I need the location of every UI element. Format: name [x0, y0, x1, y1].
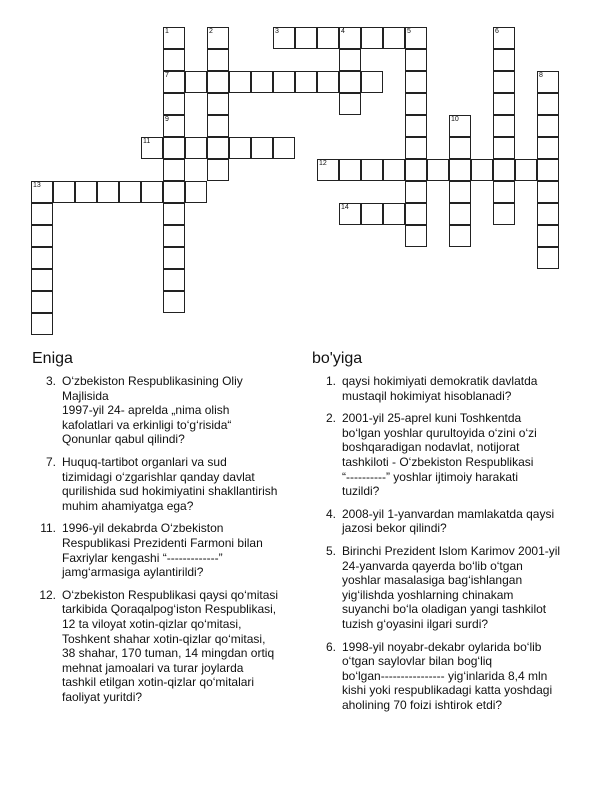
crossword-cell[interactable] — [185, 181, 207, 203]
down-clue — [312, 544, 602, 632]
crossword-cell[interactable] — [273, 27, 295, 49]
crossword-cell[interactable] — [493, 159, 515, 181]
crossword-grid — [0, 0, 612, 345]
clue-number: 4 — [341, 28, 345, 35]
crossword-cell[interactable] — [185, 137, 207, 159]
crossword-cell[interactable] — [449, 225, 471, 247]
crossword-cell[interactable] — [207, 93, 229, 115]
clue-line: kafolatlari va erkinligi to‘g‘risida“ — [62, 417, 232, 432]
clue-line: qaysi hokimiyati demokratik davlatda — [342, 374, 538, 388]
crossword-cell[interactable] — [31, 269, 53, 291]
crossword-cell[interactable] — [229, 71, 251, 93]
clue-line: Faxriylar kengashi “-------------” — [62, 550, 223, 565]
clue-line: 12 ta viloyat xotin-qizlar qo‘mitasi, — [62, 616, 242, 631]
clue-line: jazosi bekor qilindi? — [342, 521, 447, 536]
crossword-cell[interactable] — [163, 93, 185, 115]
crossword-cell[interactable] — [273, 71, 295, 93]
across-clue — [32, 521, 294, 579]
crossword-cell[interactable] — [163, 225, 185, 247]
clue-line: 38 shahar, 170 tuman, 14 mingdan ortiq — [62, 646, 275, 661]
crossword-cell[interactable] — [449, 203, 471, 225]
crossword-cell[interactable] — [515, 159, 537, 181]
clue-line: muhim ahamiyatga ega? — [62, 498, 194, 513]
crossword-cell[interactable] — [141, 181, 163, 203]
clue-number: 7 — [165, 72, 169, 79]
clue-text — [62, 588, 294, 705]
clue-line: tashkiloti - O‘zbekiston Respublikasi — [342, 454, 534, 469]
clue-line: 24-yanvarda qayerda bo‘lib o‘tgan — [342, 558, 523, 573]
crossword-cell[interactable] — [119, 181, 141, 203]
crossword-cell[interactable] — [207, 137, 229, 159]
crossword-cell[interactable] — [449, 181, 471, 203]
crossword-cell[interactable] — [163, 27, 185, 49]
crossword-cell[interactable] — [449, 159, 471, 181]
crossword-cell[interactable] — [493, 115, 515, 137]
crossword-cell[interactable] — [31, 225, 53, 247]
crossword-cell[interactable] — [537, 93, 559, 115]
crossword-cell[interactable] — [537, 181, 559, 203]
clue-number: 7. — [45, 454, 56, 469]
clue-number: 4. — [325, 506, 336, 521]
crossword-cell[interactable] — [207, 159, 229, 181]
crossword-cell[interactable] — [53, 181, 75, 203]
crossword-cell[interactable] — [163, 137, 185, 159]
crossword-cell[interactable] — [141, 137, 163, 159]
down-clue — [312, 411, 602, 499]
down-section — [312, 350, 602, 720]
clue-line: Huquq-tartibot organlari va sud — [62, 454, 227, 469]
clue-line: 1996-yil dekabrda O‘zbekiston — [62, 521, 224, 536]
clue-number: 5 — [407, 28, 411, 35]
clue-line: yoshlar masalasiga bag‘ishlangan — [342, 573, 523, 588]
clue-text — [342, 640, 602, 713]
crossword-cell[interactable] — [493, 181, 515, 203]
crossword-cell[interactable] — [317, 27, 339, 49]
crossword-cell[interactable] — [295, 27, 317, 49]
clue-text — [342, 507, 602, 536]
crossword-cell[interactable] — [185, 71, 207, 93]
crossword-cell[interactable] — [537, 247, 559, 269]
crossword-cell[interactable] — [405, 159, 427, 181]
crossword-cell[interactable] — [405, 115, 427, 137]
clue-line: Qonunlar qabul qilindi? — [62, 432, 185, 447]
crossword-cell[interactable] — [31, 181, 53, 203]
clue-number: 6. — [325, 639, 336, 654]
crossword-cell[interactable] — [75, 181, 97, 203]
crossword-cell[interactable] — [339, 71, 361, 93]
crossword-cell[interactable] — [405, 225, 427, 247]
down-clue — [312, 374, 602, 403]
clue-line: yig‘ilishda yoshlarning chinakam — [342, 587, 514, 602]
crossword-cell[interactable] — [207, 49, 229, 71]
clue-line: Respublikasi Prezidenti Farmoni bilan — [62, 535, 263, 550]
crossword-cell[interactable] — [229, 137, 251, 159]
clue-line: O‘zbekiston Respublikasining Oliy — [62, 374, 243, 388]
clue-line: Birinchi Prezident Islom Karimov 2001-yil — [342, 543, 561, 558]
crossword-cell[interactable] — [493, 27, 515, 49]
crossword-cell[interactable] — [251, 137, 273, 159]
clue-number: 1 — [165, 28, 169, 35]
clue-line: mehnat jamoalari va turar joylarda — [62, 660, 244, 675]
crossword-cell[interactable] — [471, 159, 493, 181]
crossword-cell[interactable] — [427, 159, 449, 181]
crossword-cell[interactable] — [493, 49, 515, 71]
crossword-cell[interactable] — [163, 71, 185, 93]
clue-line: 1998-yil noyabr-dekabr oylarida bo‘lib — [342, 639, 542, 654]
crossword-cell[interactable] — [339, 93, 361, 115]
crossword-cell[interactable] — [383, 203, 405, 225]
clue-text — [62, 374, 294, 447]
clue-line: Majlisida — [62, 388, 109, 403]
crossword-cell[interactable] — [537, 71, 559, 93]
crossword-cell[interactable] — [537, 137, 559, 159]
across-clue-list — [32, 374, 294, 704]
crossword-cell[interactable] — [339, 49, 361, 71]
clue-line: 1997-yil 24- aprelda „nima olish — [62, 403, 230, 418]
crossword-cell[interactable] — [339, 203, 361, 225]
clue-number: 3. — [45, 374, 56, 388]
clue-text — [62, 455, 294, 513]
down-clue — [312, 640, 602, 713]
clue-number: 6 — [495, 28, 499, 35]
crossword-cell[interactable] — [317, 159, 339, 181]
clue-line: tuzish g‘oyasini ilgari surdi? — [342, 616, 489, 631]
crossword-cell[interactable] — [405, 137, 427, 159]
crossword-cell[interactable] — [339, 27, 361, 49]
crossword-cell[interactable] — [361, 203, 383, 225]
crossword-cell[interactable] — [493, 137, 515, 159]
crossword-cell[interactable] — [405, 71, 427, 93]
clue-number: 5. — [325, 543, 336, 558]
clue-line: O‘zbekiston Respublikasi qaysi qo‘mitasi — [62, 587, 279, 602]
crossword-cell[interactable] — [163, 181, 185, 203]
clue-line: tizimidagi o‘zgarishlar qanday davlat — [62, 469, 255, 484]
crossword-cell[interactable] — [31, 203, 53, 225]
crossword-cell[interactable] — [207, 115, 229, 137]
clue-number: 2 — [209, 28, 213, 35]
down-clue — [312, 507, 602, 536]
clue-line: Toshkent shahar xotin-qizlar qo‘mitasi, — [62, 631, 266, 646]
clue-line: qurilishida sud hokimiyatini shakllantirish — [62, 484, 278, 499]
clue-line: tarkibida Qoraqalpog‘iston Respublikasi, — [62, 602, 277, 617]
clue-line: bo‘lgan---------------- yig‘inlarida 8,4 mln — [342, 668, 548, 683]
crossword-cell[interactable] — [163, 247, 185, 269]
clue-text — [342, 374, 602, 403]
clue-number: 11 — [143, 138, 151, 145]
crossword-cell[interactable] — [163, 159, 185, 181]
clue-line: mustaqil hokimiyat hisoblanadi? — [342, 388, 512, 403]
clue-number: 12. — [39, 587, 56, 602]
clue-line: bo‘lgan yoshlar qurultoyida o‘zini o‘zi — [342, 425, 537, 440]
clue-number: 2. — [325, 411, 336, 426]
crossword-cell[interactable] — [405, 181, 427, 203]
crossword-cell[interactable] — [383, 27, 405, 49]
crossword-cell[interactable] — [31, 291, 53, 313]
clue-line: tashkil etilgan xotin-qizlar qo‘mitalari — [62, 675, 255, 690]
clue-text — [342, 411, 602, 499]
across-heading: Eniga — [32, 350, 73, 367]
crossword-cell[interactable] — [207, 71, 229, 93]
crossword-cell[interactable] — [449, 137, 471, 159]
crossword-cell[interactable] — [405, 27, 427, 49]
crossword-cell[interactable] — [207, 27, 229, 49]
across-clue — [32, 588, 294, 705]
crossword-cell[interactable] — [317, 71, 339, 93]
clue-line: “----------” yoshlar ijtimoiy harakati — [342, 469, 518, 484]
clue-text — [342, 544, 602, 632]
crossword-cell[interactable] — [405, 49, 427, 71]
crossword-cell[interactable] — [163, 203, 185, 225]
clue-line: o‘tgan saylovlar bilan bog‘liq — [342, 654, 493, 669]
clue-line: kishi yoki respublikadagi katta yoshdagi — [342, 683, 553, 698]
clue-line: aholining 70 foizi ishtirok etdi? — [342, 697, 503, 712]
down-clue-list — [312, 374, 602, 712]
crossword-cell[interactable] — [493, 71, 515, 93]
clue-number: 14 — [341, 204, 349, 211]
clue-line: boshqaradigan nodavlat, notijorat — [342, 440, 520, 455]
crossword-cell[interactable] — [31, 247, 53, 269]
crossword-cell[interactable] — [163, 49, 185, 71]
crossword-cell[interactable] — [295, 71, 317, 93]
crossword-cell[interactable] — [383, 159, 405, 181]
clue-number: 13 — [33, 182, 41, 189]
crossword-cell[interactable] — [537, 115, 559, 137]
crossword-cell[interactable] — [405, 93, 427, 115]
crossword-cell[interactable] — [361, 71, 383, 93]
crossword-cell[interactable] — [361, 27, 383, 49]
clue-text — [62, 521, 294, 579]
clue-line: suyanchi bo‘la oladigan yangi tashkilot — [342, 602, 547, 617]
crossword-cell[interactable] — [251, 71, 273, 93]
clue-number: 11. — [40, 521, 56, 536]
clue-number: 9 — [165, 116, 169, 123]
clue-line: jamg‘armasiga aylantirildi? — [62, 565, 204, 580]
crossword-cell[interactable] — [537, 203, 559, 225]
clue-line: 2008-yil 1-yanvardan mamlakatda qaysi — [342, 506, 555, 521]
clue-number: 12 — [319, 160, 327, 167]
down-heading: bo'yiga — [312, 350, 363, 367]
clue-number: 1. — [325, 374, 336, 388]
crossword-cell[interactable] — [339, 159, 361, 181]
across-clue — [32, 374, 294, 447]
crossword-cell[interactable] — [31, 313, 53, 335]
crossword-cell[interactable] — [537, 225, 559, 247]
clue-number: 3 — [275, 28, 279, 35]
clue-number: 8 — [539, 72, 543, 79]
crossword-cell[interactable] — [537, 159, 559, 181]
clue-line: faoliyat yuritdi? — [62, 689, 143, 704]
across-section — [32, 350, 294, 712]
crossword-cell[interactable] — [493, 93, 515, 115]
crossword-cell[interactable] — [273, 137, 295, 159]
clue-line: tuzildi? — [342, 484, 380, 499]
across-clue — [32, 455, 294, 513]
crossword-cell[interactable] — [97, 181, 119, 203]
crossword-cell[interactable] — [361, 159, 383, 181]
crossword-cell[interactable] — [405, 203, 427, 225]
crossword-cell[interactable] — [163, 269, 185, 291]
clue-line: 2001-yil 25-aprel kuni Toshkentda — [342, 411, 522, 426]
clue-number: 10 — [451, 116, 459, 123]
crossword-cell[interactable] — [493, 203, 515, 225]
crossword-cell[interactable] — [163, 115, 185, 137]
crossword-cell[interactable] — [449, 115, 471, 137]
crossword-cell[interactable] — [163, 291, 185, 313]
